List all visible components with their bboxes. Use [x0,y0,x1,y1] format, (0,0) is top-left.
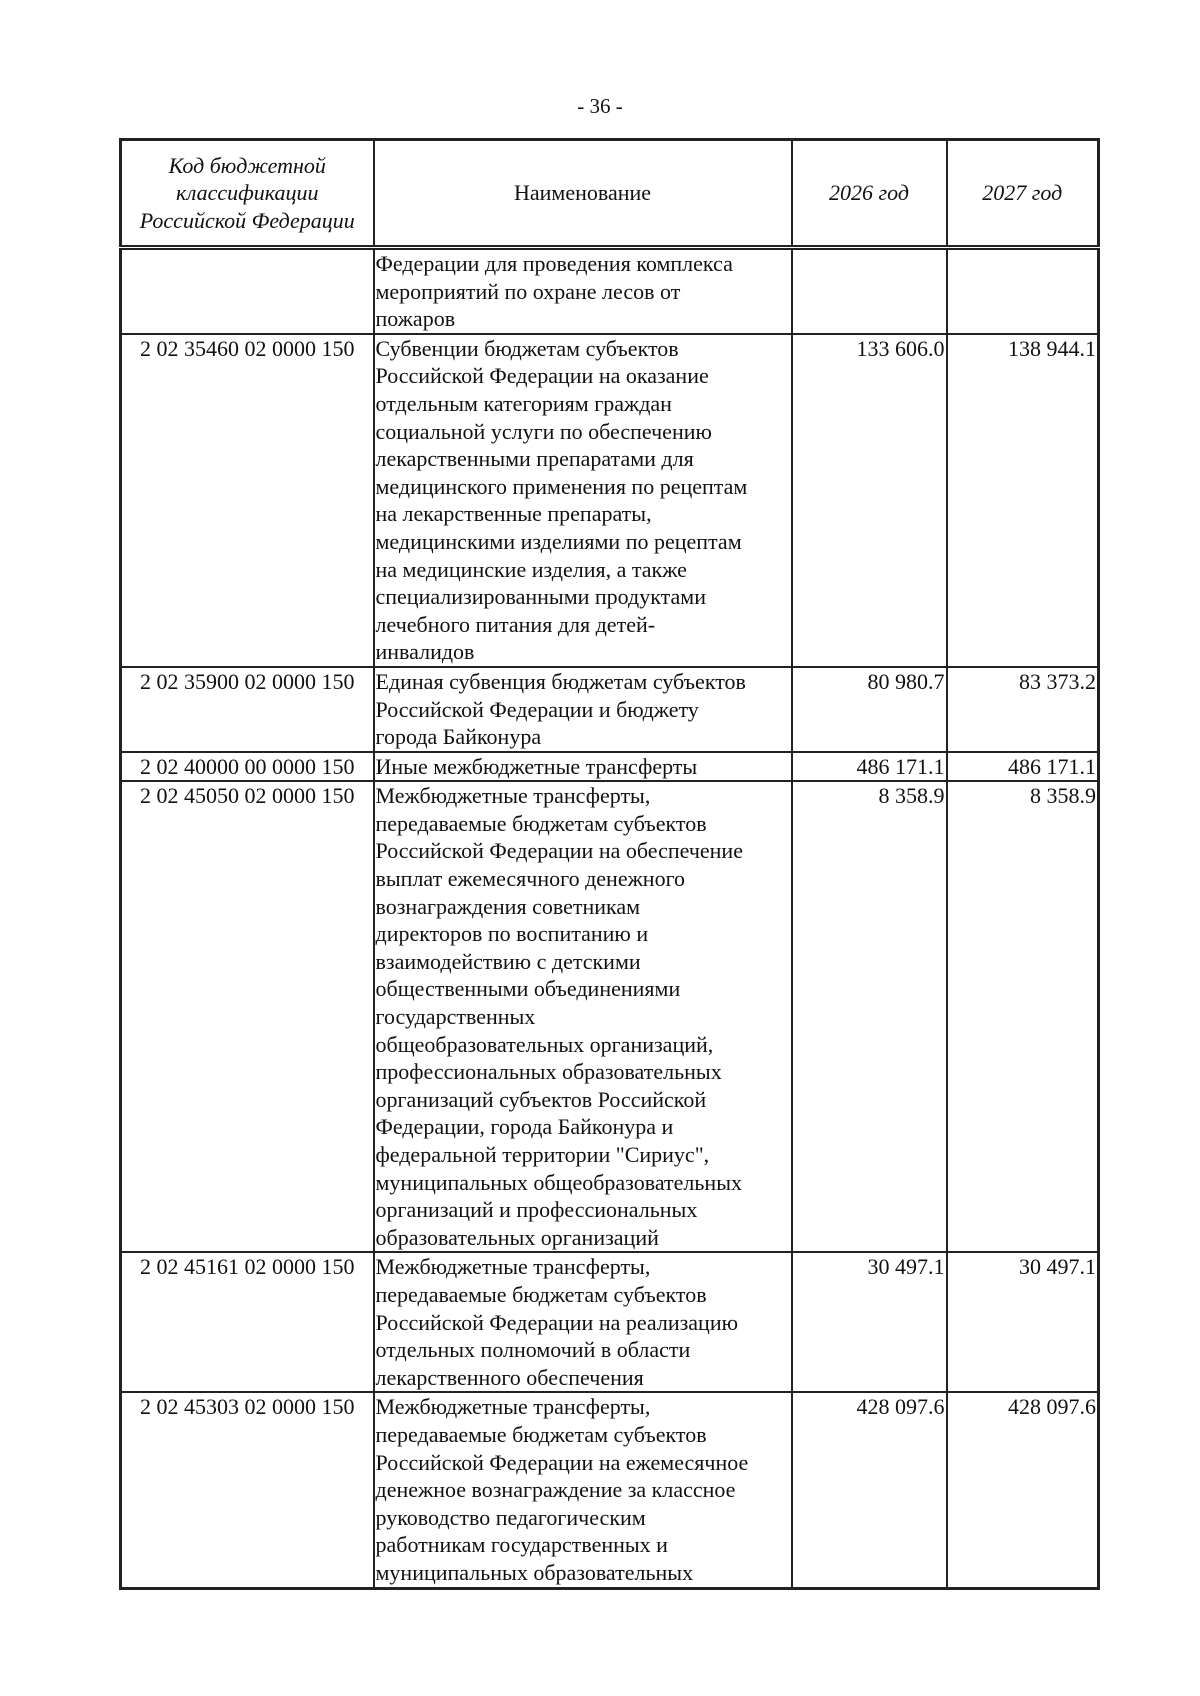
row-name-line: на лекарственные препараты, [375,501,652,527]
header-2026: 2026 год [792,140,947,248]
row-name-line: взаимодействию с детскими [375,948,641,974]
table-row [121,781,1099,1252]
row-name-line: профессиональных образовательных [375,1059,722,1085]
row-name-line: Единая субвенция бюджетам субъектов [375,668,746,694]
row-value-2026: 486 171.1 [792,752,947,782]
row-name-line: государственных [375,1004,536,1030]
row-name-line: отдельных полномочий в области [375,1337,691,1363]
header-code [121,140,374,248]
row-name-line: общеобразовательных организаций, [375,1031,714,1057]
row-value-2026: 80 980.7 [792,667,947,752]
row-name-line: Российской Федерации на обеспечение [375,838,743,864]
table-row [121,667,1099,752]
row-name-line: Федерации, города Байконура и [375,1114,674,1140]
row-code: 2 02 40000 00 0000 150 [121,752,374,782]
row-name-line: передаваемые бюджетам субъектов [375,1281,707,1307]
row-name-line: Субвенции бюджетам субъектов [375,335,679,361]
row-name-line: Межбюджетные трансферты, [375,1394,651,1420]
row-code: 2 02 35460 02 0000 150 [121,334,374,667]
row-name-line: директоров по воспитанию и [375,921,649,947]
table-row [121,248,1099,334]
row-name-line: федеральной территории "Сириус", [375,1142,710,1167]
row-value-2026: 133 606.0 [792,334,947,667]
row-value-2026: 8 358.9 [792,781,947,1252]
table-row [121,334,1099,667]
row-code [121,248,374,334]
row-name-line: Российской Федерации и бюджету [375,696,699,722]
row-name-line: муниципальных образовательных [375,1559,694,1585]
row-name-line: специализированными продуктами [375,584,706,610]
row-value-2026 [792,248,947,334]
row-name-line: Федерации для проведения комплекса [375,251,733,276]
row-name-line: образовательных организаций [375,1224,659,1250]
row-name [374,667,792,752]
row-name-line: передаваемые бюджетам субъектов [375,1421,707,1447]
row-name-line: Российской Федерации на оказание [375,363,709,389]
budget-table [119,138,1100,1590]
row-name-line: лекарственными препаратами для [375,446,694,472]
row-name-line: Российской Федерации на реализацию [375,1309,739,1335]
row-name-line: организаций субъектов Российской [375,1086,707,1112]
table-row [121,752,1099,782]
row-name [374,1252,792,1392]
row-name-line: Межбюджетные трансферты, [375,1254,651,1280]
row-code: 2 02 35900 02 0000 150 [121,667,374,752]
row-value-2026: 30 497.1 [792,1252,947,1392]
row-name [374,1392,792,1588]
row-name [374,752,792,782]
row-name-line: пожаров [375,306,456,332]
row-name-line: инвалидов [375,639,475,665]
row-value-2027: 428 097.6 [947,1392,1099,1588]
row-value-2026: 428 097.6 [792,1392,947,1588]
row-name-line: города Байконура [375,724,542,750]
row-name-line: Иные межбюджетные трансферты [375,753,698,779]
row-name-line: на медицинские изделия, а также [375,556,687,582]
row-name-line: работникам государственных и [375,1532,668,1558]
row-name-line: лечебного питания для детей- [375,611,656,637]
row-name-line: вознаграждения советникам [375,893,641,919]
table-row [121,1252,1099,1392]
row-name-line: передаваемые бюджетам субъектов [375,810,707,836]
row-name-line: социальной услуги по обеспечению [375,418,712,444]
table-header-row [121,140,1099,248]
header-2027: 2027 год [947,140,1099,248]
header-code-line: Российской Федерации [139,207,355,233]
row-name-line: общественными объединениями [375,976,681,1002]
row-name [374,334,792,667]
row-name-line: организаций и профессиональных [375,1197,698,1223]
row-value-2027: 138 944.1 [947,334,1099,667]
row-name-line: медицинского применения по рецептам [375,473,748,499]
row-value-2027: 83 373.2 [947,667,1099,752]
row-value-2027: 486 171.1 [947,752,1099,782]
row-value-2027 [947,248,1099,334]
row-code: 2 02 45050 02 0000 150 [121,781,374,1252]
row-value-2027: 30 497.1 [947,1252,1099,1392]
row-name-line: Межбюджетные трансферты, [375,783,651,809]
row-name-line: муниципальных общеобразовательных [375,1169,742,1195]
header-name: Наименование [374,140,792,248]
row-name-line: денежное вознаграждение за классное [375,1477,736,1503]
page-number: - 36 - [577,94,623,118]
row-name-line: выплат ежемесячного денежного [375,866,686,892]
header-code-line: классификации [176,180,319,206]
table-body [121,248,1099,1589]
row-name-line: медицинскими изделиями по рецептам [375,528,742,554]
row-name [374,248,792,334]
row-name-line: мероприятий по охране лесов от [375,278,681,304]
table-row [121,1392,1099,1588]
row-name-line: Российской Федерации на ежемесячное [375,1449,749,1475]
row-code: 2 02 45161 02 0000 150 [121,1252,374,1392]
row-code: 2 02 45303 02 0000 150 [121,1392,374,1588]
row-name-line: лекарственного обеспечения [375,1364,644,1390]
row-value-2027: 8 358.9 [947,781,1099,1252]
header-code-line: Код бюджетной [168,152,326,178]
row-name-line: отдельным категориям граждан [375,390,672,416]
row-name-line: руководство педагогическим [375,1504,646,1530]
row-name [374,781,792,1252]
